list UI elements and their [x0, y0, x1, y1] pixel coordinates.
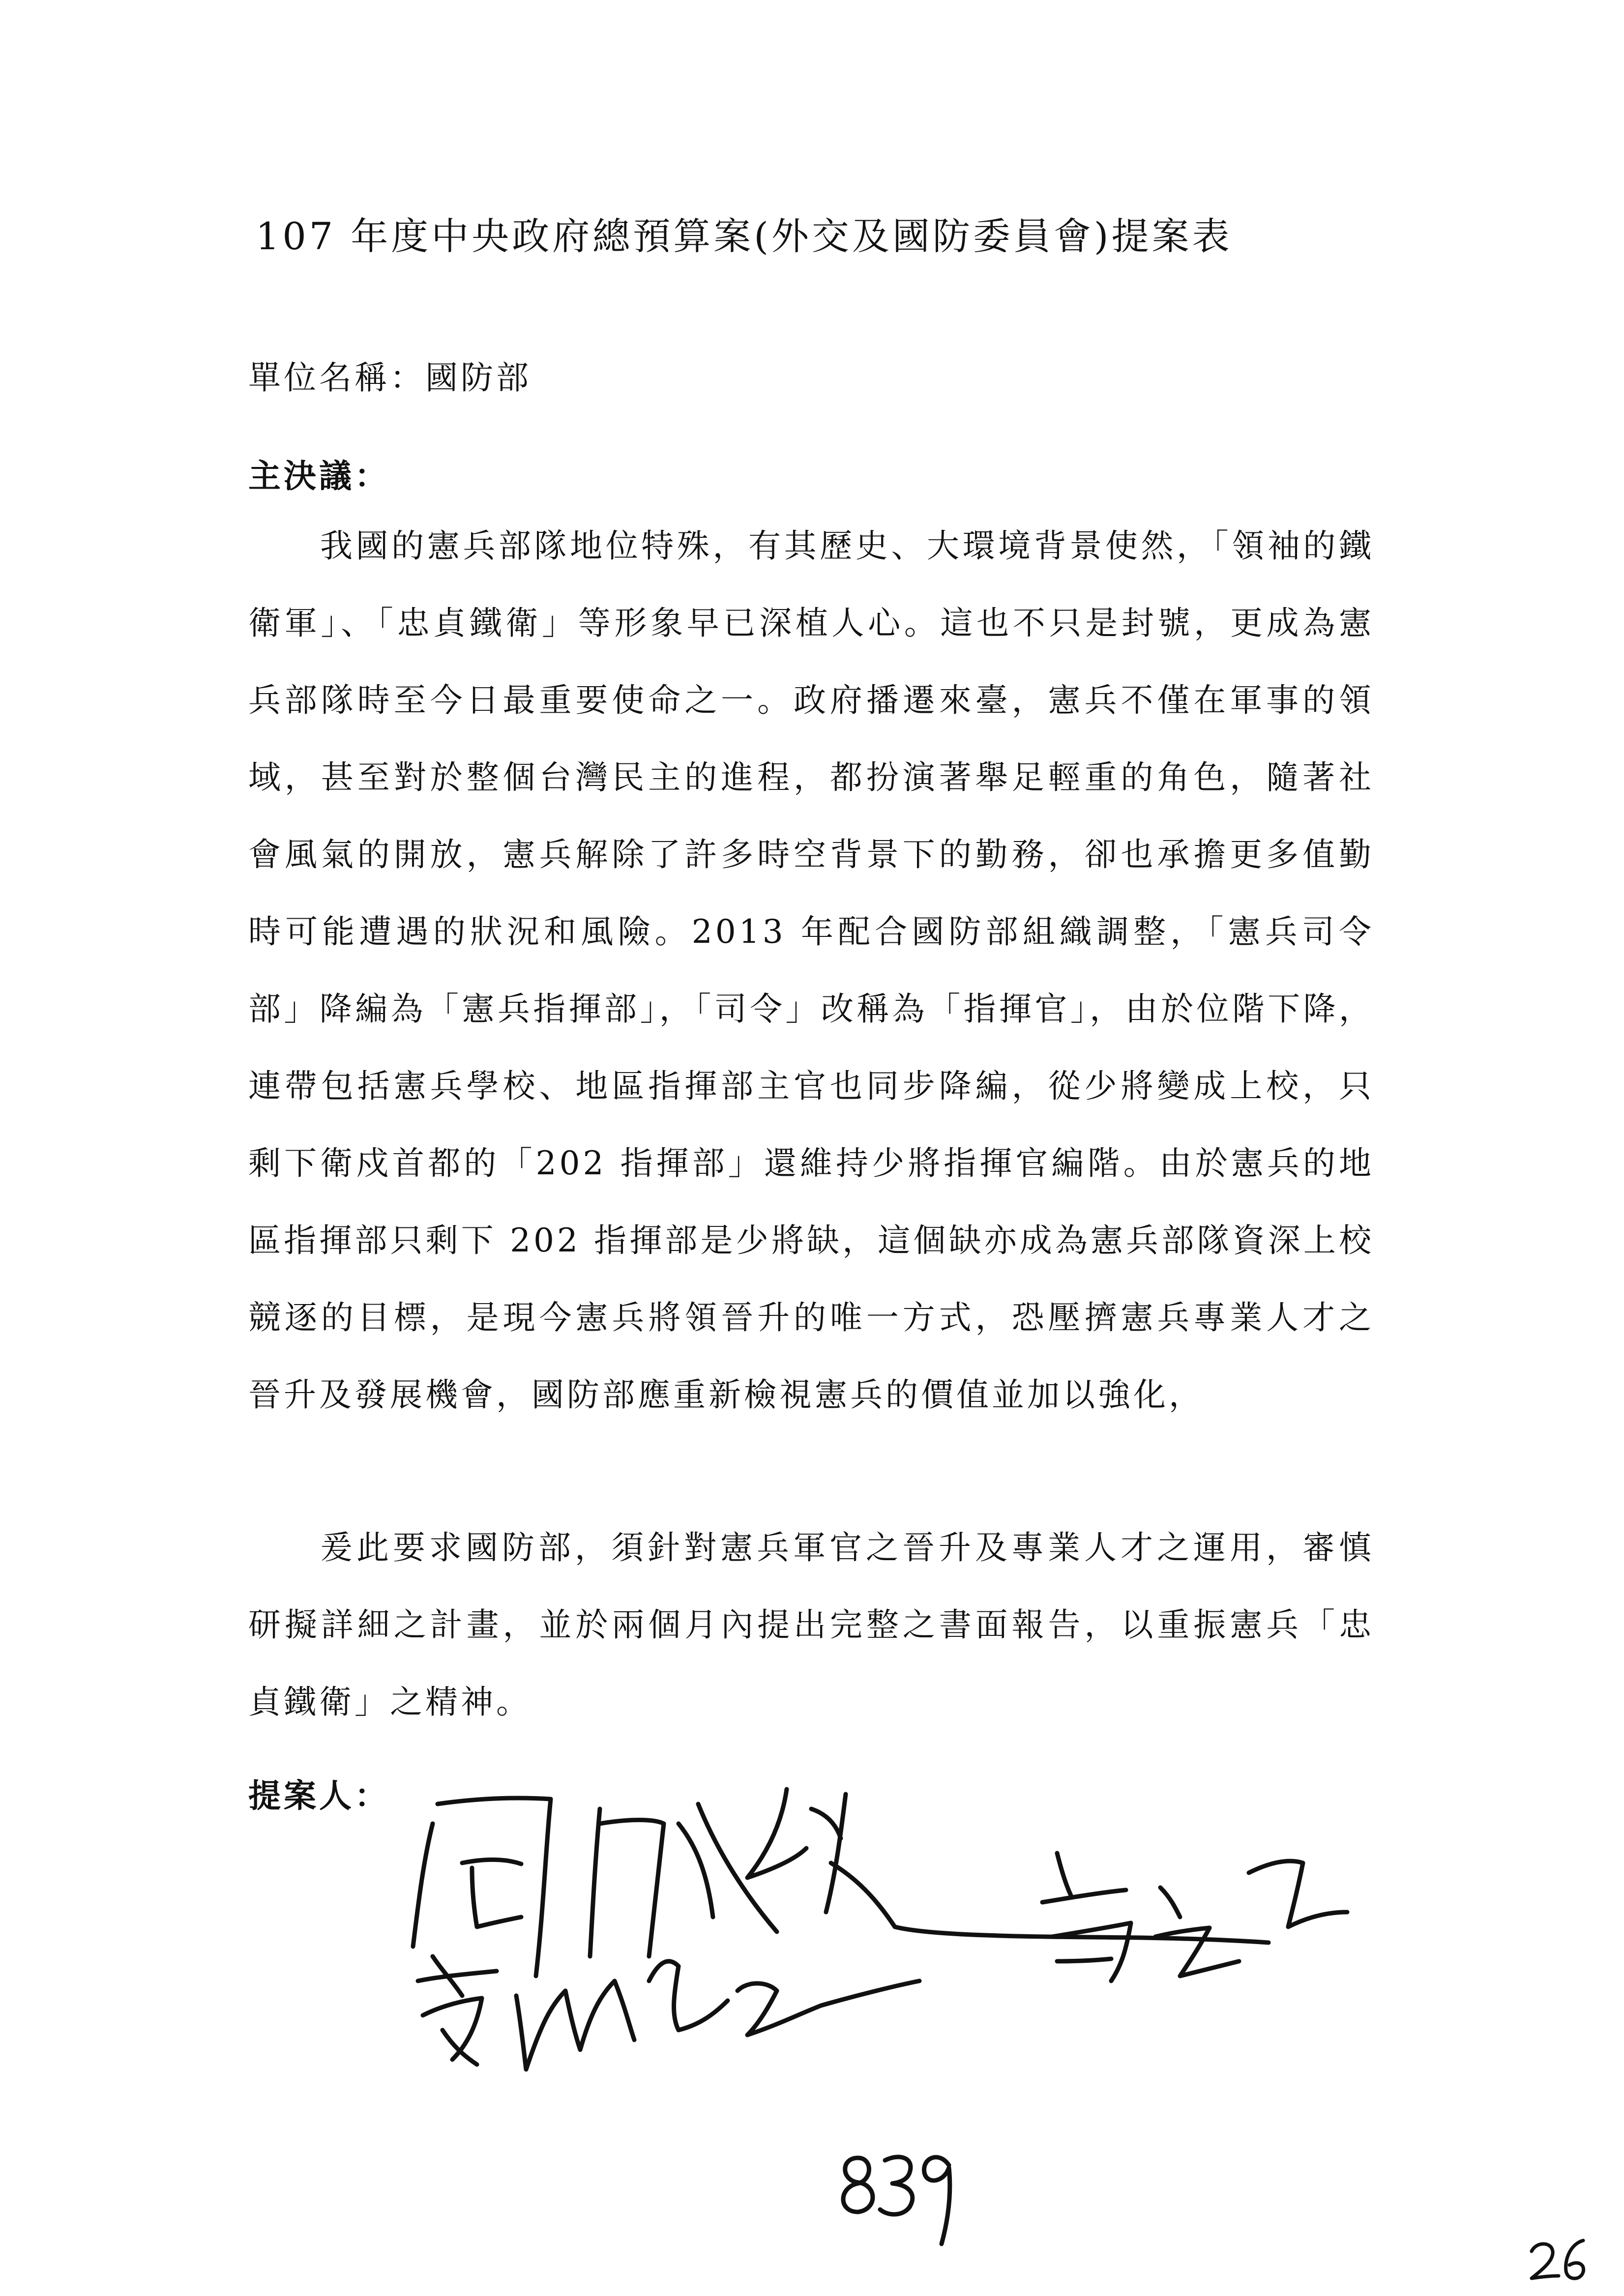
proposer-label: 提案人：: [248, 1776, 390, 1815]
main-resolution-label: 主決議：: [248, 457, 390, 495]
handwritten-corner-number: [1524, 2232, 1593, 2286]
unit-name-line: 單位名稱：國防部: [248, 359, 531, 397]
document-title: 107 年度中央政府總預算案(外交及國防委員會)提案表: [256, 214, 1233, 258]
handwritten-signatures: [403, 1750, 1436, 2084]
resolution-paragraph-1: 我國的憲兵部隊地位特殊，有其歷史、大環境背景使然，「領袖的鐵衛軍」、「忠貞鐵衛」等形象早已深植人心。這也不只是封號，更成為憲兵部隊時至今日最重要使命之一。政府播遷來臺，憲兵不僅在軍事的領域，甚至對於整個台灣民主的進程，都扮演著舉足輕重的角色，隨著社會風氣的開放，憲兵解除了許多時空背景下的勤務，卻也承擔更多值勤時可能遭遇的狀況和風險。2013 年配合國防部組織調整，「憲兵司令部」降編為「憲兵指揮部」，「司令」改稱為「指揮官」，由於位階下降，連帶包括憲兵學校、地區指揮部主官也同步降編，從少將變成上校，只剩下衛戍首都的「202 指揮部」還維持少將指揮官編階。由於憲兵的地區指揮部只剩下 202 指揮部是少將缺，這個缺亦成為憲兵部隊資深上校競逐的目標，是現今憲兵將領晉升的唯一方式，恐壓擠憲兵專業人才之晉升及發展機會，國防部應重新檢視憲兵的價值並加以強化，: [248, 527, 1374, 1414]
handwritten-page-number: [831, 2138, 959, 2251]
resolution-paragraph-2: 爰此要求國防部，須針對憲兵軍官之晉升及專業人才之運用，審慎研擬詳細之計畫，並於兩個月內提出完整之書面報告，以重振憲兵「忠貞鐵衛」之精神。: [248, 1529, 1374, 1721]
